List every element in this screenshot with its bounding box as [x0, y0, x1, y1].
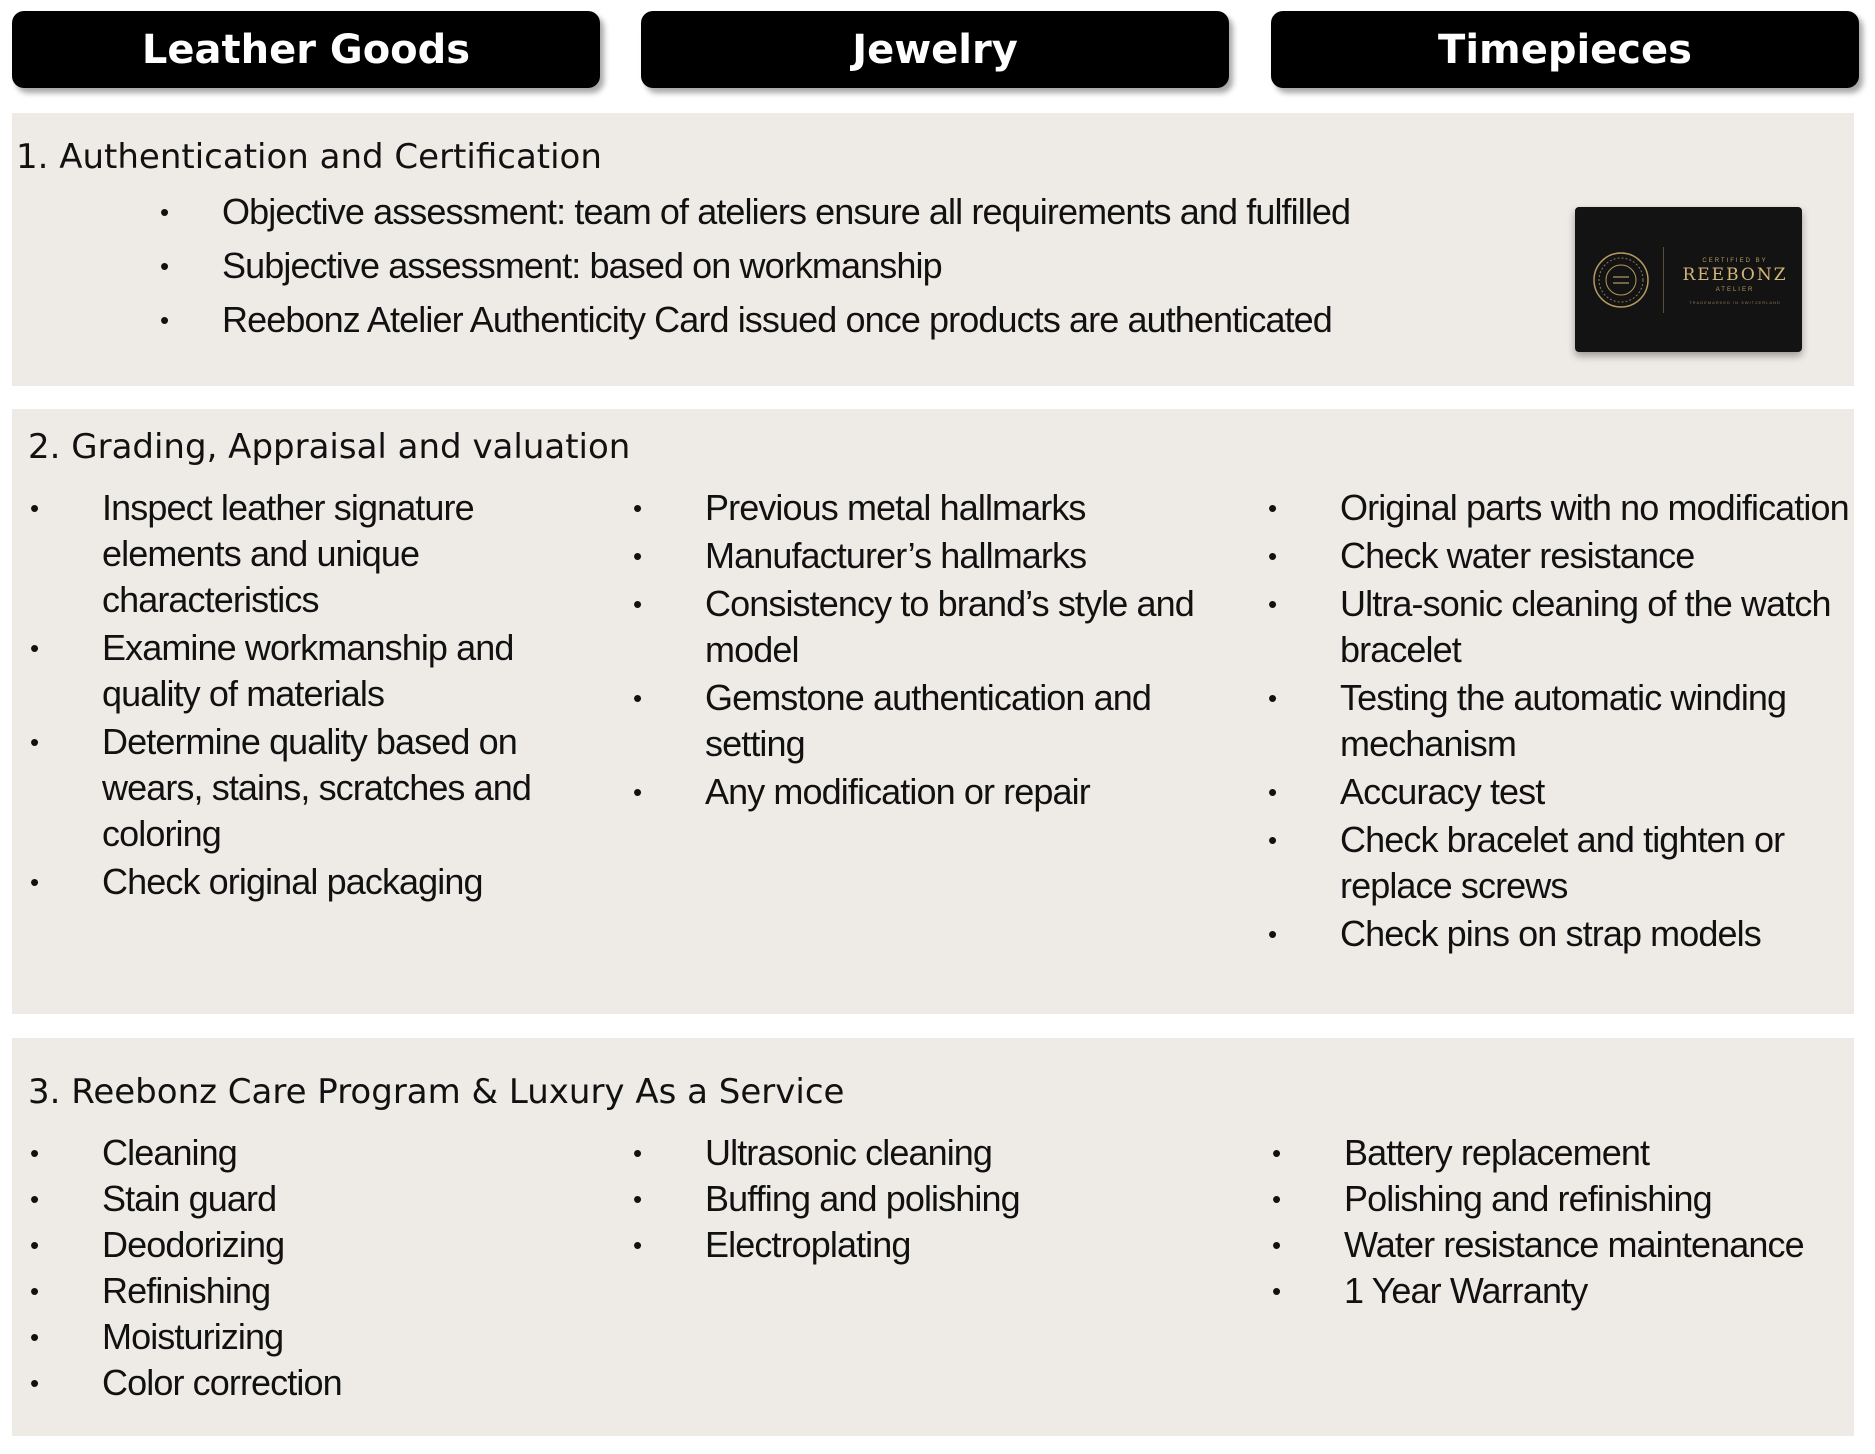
- list-item: • Cleaning: [102, 1130, 602, 1176]
- leather-grading-list: [30, 485, 612, 907]
- bullet-icon: •: [160, 305, 169, 335]
- list-item: • Buffing and polishing: [705, 1176, 1225, 1222]
- card-brand: REEBONZ: [1682, 265, 1788, 285]
- bullet-icon: •: [633, 1230, 642, 1260]
- list-item: • Ultra-sonic cleaning of the watch bracelet: [1268, 583, 1831, 670]
- bullet-icon: •: [1268, 589, 1277, 619]
- list-item: • Check bracelet and tighten or replace screws: [1268, 819, 1785, 906]
- list-item: • Electroplating: [705, 1222, 1225, 1268]
- list-item: • Gemstone authentication and setting: [633, 677, 1152, 764]
- bullet-icon: •: [30, 867, 39, 897]
- bullet-icon: •: [633, 777, 642, 807]
- list-item: • Consistency to brand’s style and model: [633, 583, 1194, 670]
- bullet-icon: •: [30, 493, 39, 523]
- list-item: • Any modification or repair: [705, 769, 1245, 815]
- list-item: • Refinishing: [102, 1268, 602, 1314]
- tab-jewelry[interactable]: Jewelry: [641, 11, 1229, 88]
- bullet-icon: •: [633, 1138, 642, 1168]
- list-item: • Water resistance maintenance: [1344, 1222, 1864, 1268]
- bullet-icon: •: [633, 1184, 642, 1214]
- bullet-icon: •: [1272, 1138, 1281, 1168]
- bullet-icon: •: [1268, 683, 1277, 713]
- list-item: • Testing the automatic winding mechanism: [1268, 677, 1787, 764]
- bullet-icon: •: [30, 633, 39, 663]
- tab-leather-goods[interactable]: Leather Goods: [12, 11, 600, 88]
- list-item: • Ultrasonic cleaning: [705, 1130, 1225, 1176]
- list-item: • Check pins on strap models: [1340, 911, 1860, 957]
- bullet-icon: •: [633, 493, 642, 523]
- bullet-icon: •: [1272, 1230, 1281, 1260]
- bullet-icon: •: [1268, 493, 1277, 523]
- bullet-icon: •: [633, 589, 642, 619]
- card-kicker: CERTIFIED BY: [1702, 258, 1768, 264]
- care-program-section: [12, 1038, 1854, 1436]
- bullet-icon: •: [1268, 919, 1277, 949]
- card-subtitle: ATELIER: [1715, 287, 1755, 293]
- list-item: • Accuracy test: [1340, 769, 1860, 815]
- list-item: • Stain guard: [102, 1176, 602, 1222]
- bullet-icon: •: [30, 1230, 39, 1260]
- list-item: • Deodorizing: [102, 1222, 602, 1268]
- list-item: • Reebonz Atelier Authenticity Card issued once products are authenticated: [222, 297, 1462, 343]
- seal-icon: [1591, 250, 1651, 310]
- list-item: • Original parts with no modification: [1340, 485, 1860, 531]
- bullet-icon: •: [160, 197, 169, 227]
- timepieces-care-list: [1272, 1130, 1864, 1314]
- bullet-icon: •: [1268, 825, 1277, 855]
- list-item: • Check water resistance: [1340, 533, 1860, 579]
- section-title: 2. Grading, Appraisal and valuation: [28, 427, 631, 467]
- list-item: • Previous metal hallmarks: [705, 485, 1245, 531]
- bullet-icon: •: [1268, 777, 1277, 807]
- jewelry-grading-list: [633, 485, 1245, 817]
- section-title: 1. Authentication and Certification: [16, 137, 602, 177]
- timepieces-grading-list: [1268, 485, 1860, 959]
- bullet-icon: •: [160, 251, 169, 281]
- section-title: 3. Reebonz Care Program & Luxury As a Service: [28, 1072, 845, 1112]
- list-item: • Examine workmanship and quality of materials: [30, 627, 514, 714]
- list-item: • Subjective assessment: based on workmanship: [222, 243, 1462, 289]
- authenticity-card-image: [1575, 207, 1802, 352]
- tab-timepieces[interactable]: Timepieces: [1271, 11, 1859, 88]
- list-item: • Moisturizing: [102, 1314, 602, 1360]
- bullet-icon: •: [1268, 541, 1277, 571]
- bullet-icon: •: [1272, 1276, 1281, 1306]
- authentication-list: [160, 189, 1462, 351]
- list-item: • 1 Year Warranty: [1344, 1268, 1864, 1314]
- list-item: • Determine quality based on wears, stains, scratches and coloring: [30, 721, 532, 854]
- list-item: • Battery replacement: [1344, 1130, 1864, 1176]
- card-tagline: TRADEMARKED IN SWITZERLAND: [1689, 300, 1781, 305]
- bullet-icon: •: [30, 1368, 39, 1398]
- card-divider: [1663, 247, 1664, 313]
- bullet-icon: •: [633, 683, 642, 713]
- list-item: • Check original packaging: [102, 859, 612, 905]
- bullet-icon: •: [30, 727, 39, 757]
- list-item: • Manufacturer’s hallmarks: [705, 533, 1245, 579]
- bullet-icon: •: [30, 1184, 39, 1214]
- bullet-icon: •: [633, 541, 642, 571]
- bullet-icon: •: [30, 1138, 39, 1168]
- list-item: • Objective assessment: team of ateliers ensure all requirements and fulfilled: [222, 189, 1462, 235]
- leather-care-list: [30, 1130, 602, 1406]
- list-item: • Polishing and refinishing: [1344, 1176, 1864, 1222]
- bullet-icon: •: [1272, 1184, 1281, 1214]
- authentication-section: [12, 113, 1854, 386]
- bullet-icon: •: [30, 1322, 39, 1352]
- grading-section: [12, 409, 1854, 1014]
- bullet-icon: •: [30, 1276, 39, 1306]
- list-item: • Color correction: [102, 1360, 602, 1406]
- list-item: • Inspect leather signature elements and unique characteristics: [30, 487, 474, 620]
- jewelry-care-list: [633, 1130, 1225, 1268]
